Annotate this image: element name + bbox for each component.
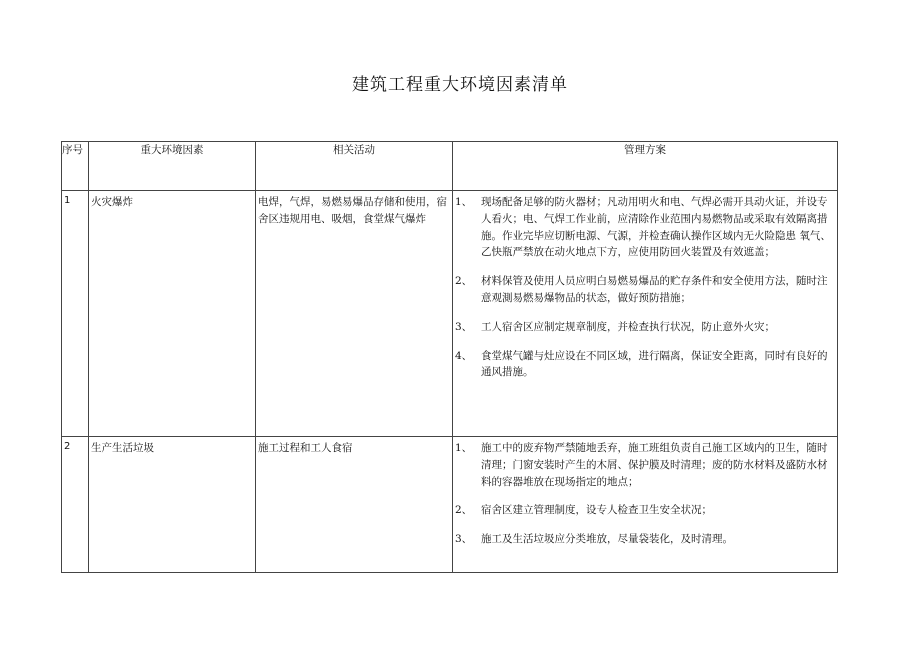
row-activity: 电焊，气焊，易燃易爆品存储和使用，宿舍区违规用电、吸烟，食堂煤气爆炸: [256, 191, 453, 437]
plan-number: 2、: [455, 504, 473, 517]
plan-item: [455, 348, 835, 382]
table-header-row: [62, 142, 838, 191]
environment-factors-table: [61, 141, 838, 573]
table-row: [62, 191, 838, 437]
plan-text: 宿舍区建立管理制度，设专人检查卫生安全状况；: [481, 504, 712, 517]
plan-number: 1、: [455, 442, 473, 454]
plan-number: 3、: [455, 320, 473, 333]
row-plan: [453, 191, 838, 437]
plan-text: 工人宿舍区应制定规章制度，并检查执行状况，防止意外火灾；: [481, 320, 775, 333]
header-activity: 相关活动: [256, 142, 453, 191]
table-row: [62, 437, 838, 573]
plan-item: [455, 531, 835, 548]
document-title: 建筑工程重大环境因素清单: [352, 75, 568, 95]
plan-text: 现场配备足够的防火器材；凡动用明火和电、气焊必需开具动火证，并设专人看火；电、气焊工作业前，应清除作业范围内易燃物品或采取有效隔离措施。作业完毕应切断电源、气源，并检查确认操作区域内无火险隐患 氧气、乙快瓶严禁放在动火地点下方，应使用防回火装置及有效遮盖；: [481, 196, 831, 259]
row-factor: 火灾爆炸: [89, 191, 256, 437]
header-seq: 序号: [62, 142, 89, 191]
plan-number: 2、: [455, 275, 473, 288]
row-seq: 1: [62, 191, 89, 437]
header-plan: 管理方案: [453, 142, 838, 191]
plan-item: [455, 502, 835, 519]
plan-text: 施工及生活垃圾应分类堆放，尽量袋装化，及时清理。: [481, 533, 733, 546]
row-seq: 2: [62, 437, 89, 573]
plan-item: [455, 440, 835, 490]
plan-item: [455, 273, 835, 307]
plan-number: 3、: [455, 533, 473, 546]
plan-item: [455, 319, 835, 336]
plan-text: 材料保管及使用人员应明白易燃易爆品的贮存条件和安全使用方法，随时注意观測易燃易爆物品的状态，做好预防措施；: [481, 275, 828, 304]
row-plan: [453, 437, 838, 573]
header-factor: 重大环境因素: [89, 142, 256, 191]
plan-text: 施工中的废弃物严禁随地丢弃，施工班组负责自己施工区域内的卫生，随时清理；门窗安装时产生的木屑、保护膜及时清理；废的防水材料及盛防水材料的容器堆放在现场指定的地点；: [481, 442, 828, 488]
plan-item: [455, 194, 835, 261]
row-factor: 生产生活垃圾: [89, 437, 256, 573]
plan-number: 1、: [455, 196, 473, 208]
plan-number: 4、: [455, 349, 473, 362]
row-activity: 施工过程和工人食宿: [256, 437, 453, 573]
plan-text: 食堂煤气罐与灶应设在不同区域，进行隔离，保证安全距离，同时有良好的通风措施。: [481, 349, 828, 379]
